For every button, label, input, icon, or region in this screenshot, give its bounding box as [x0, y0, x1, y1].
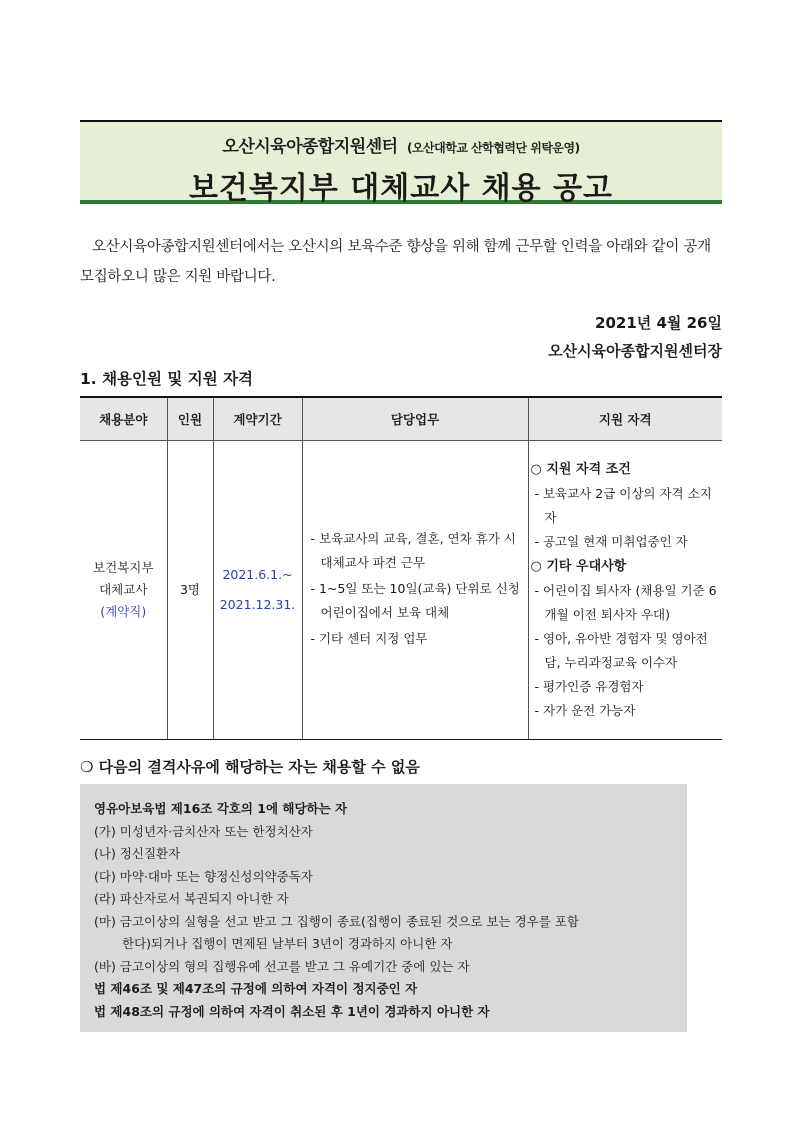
field-cell: [80, 441, 167, 740]
list-item: - 공고일 현재 미취업중인 자: [534, 534, 688, 549]
list-item: (바) 금고이상의 형의 집행유예 선고를 받고 그 유예기간 중에 있는 자: [94, 958, 470, 974]
preference-list: [531, 579, 719, 723]
qualification-heading: ○ 지원 자격 조건: [530, 462, 631, 477]
disqualification-lead: 영유아보육법 제16조 각호의 1에 해당하는 자: [94, 801, 348, 816]
table-row: [80, 441, 722, 740]
disqualification-box: [80, 784, 687, 1032]
headcount-cell: 3명: [167, 441, 213, 740]
intro-paragraph: 오산시육아종합지원센터에서는 오산시의 보육수준 향상을 위해 함께 근무할 인력을 아래와 같이 공개 모집하오니 많은 지원 바랍니다.: [80, 239, 711, 285]
field-line-2: 대체교사: [99, 582, 148, 597]
header-duties: 담당업무: [302, 397, 528, 441]
period-end: 2021.12.31.: [219, 597, 296, 612]
field-line-1: 보건복지부: [93, 560, 154, 575]
qualifications-cell: [528, 441, 722, 740]
duties-list: [305, 527, 527, 651]
list-item: - 어린이집 퇴사자 (채용일 기준 6개월 이전 퇴사자 우대): [534, 583, 717, 622]
header-headcount: 인원: [167, 397, 213, 441]
law-48-clause: 법 제48조의 규정에 의하여 자격이 취소된 후 1년이 경과하지 아니한 자: [94, 1003, 490, 1019]
qualification-list: [531, 482, 719, 554]
employment-type: (계약직): [100, 604, 147, 619]
list-item-continuation: 한다)되거나 집행이 면제된 날부터 3년이 경과하지 아니한 자: [122, 936, 453, 951]
period-cell: [213, 441, 302, 740]
list-item: - 평가인증 유경험자: [534, 679, 644, 694]
list-item: - 1~5일 또는 10일(교육) 단위로 신청 어린이집에서 보육 대체: [310, 581, 520, 620]
header-banner: [80, 120, 722, 204]
announcement-date: 2021년 4월 26일: [595, 314, 722, 332]
list-item: - 기타 센터 지정 업무: [310, 631, 428, 646]
duties-cell: [302, 441, 528, 740]
preference-heading: ○ 기타 우대사항: [530, 559, 627, 574]
recruitment-table: [80, 396, 722, 740]
organization-name: 오산시육아종합지원센터: [222, 137, 398, 157]
list-item: - 자가 운전 가능자: [534, 703, 636, 718]
list-item: (나) 정신질환자: [94, 846, 181, 861]
issuer-name: 오산시육아종합지원센터장: [548, 342, 722, 360]
list-item: (라) 파산자로서 복권되지 아니한 자: [94, 891, 289, 906]
list-item: (마) 금고이상의 실형을 선고 받고 그 집행이 종료(집행이 종료된 것으로 보는 경우를 포함: [94, 913, 579, 929]
organization-line: [80, 132, 722, 157]
list-item: (다) 마약·대마 또는 향정신성의약중독자: [94, 868, 313, 884]
header-field: 채용분야: [80, 397, 167, 441]
page-title: 보건복지부 대체교사 채용 공고: [188, 171, 614, 206]
period-start: 2021.6.1.~: [222, 567, 293, 582]
header-qualifications: 지원 자격: [528, 397, 722, 441]
section-title-recruitment: 1. 채용인원 및 지원 자격: [80, 370, 254, 388]
law-46-clause: 법 제46조 및 제47조의 규정에 의하여 자격이 정지중인 자: [94, 981, 418, 996]
list-item: (가) 미성년자·금치산자 또는 한정치산자: [94, 823, 313, 839]
list-item: - 보육교사 2급 이상의 자격 소지자: [534, 486, 712, 525]
list-item: - 영아, 유아반 경험자 및 영아전담, 누리과정교육 이수자: [534, 631, 708, 670]
table-header-row: [80, 397, 722, 441]
disqualification-title: ❍ 다음의 결격사유에 해당하는 자는 채용할 수 없음: [80, 758, 420, 776]
list-item: - 보육교사의 교육, 결혼, 연차 휴가 시 대체교사 파견 근무: [310, 531, 516, 570]
organization-operator: (오산대학교 산학협력단 위탁운영): [406, 141, 580, 155]
header-period: 계약기간: [213, 397, 302, 441]
